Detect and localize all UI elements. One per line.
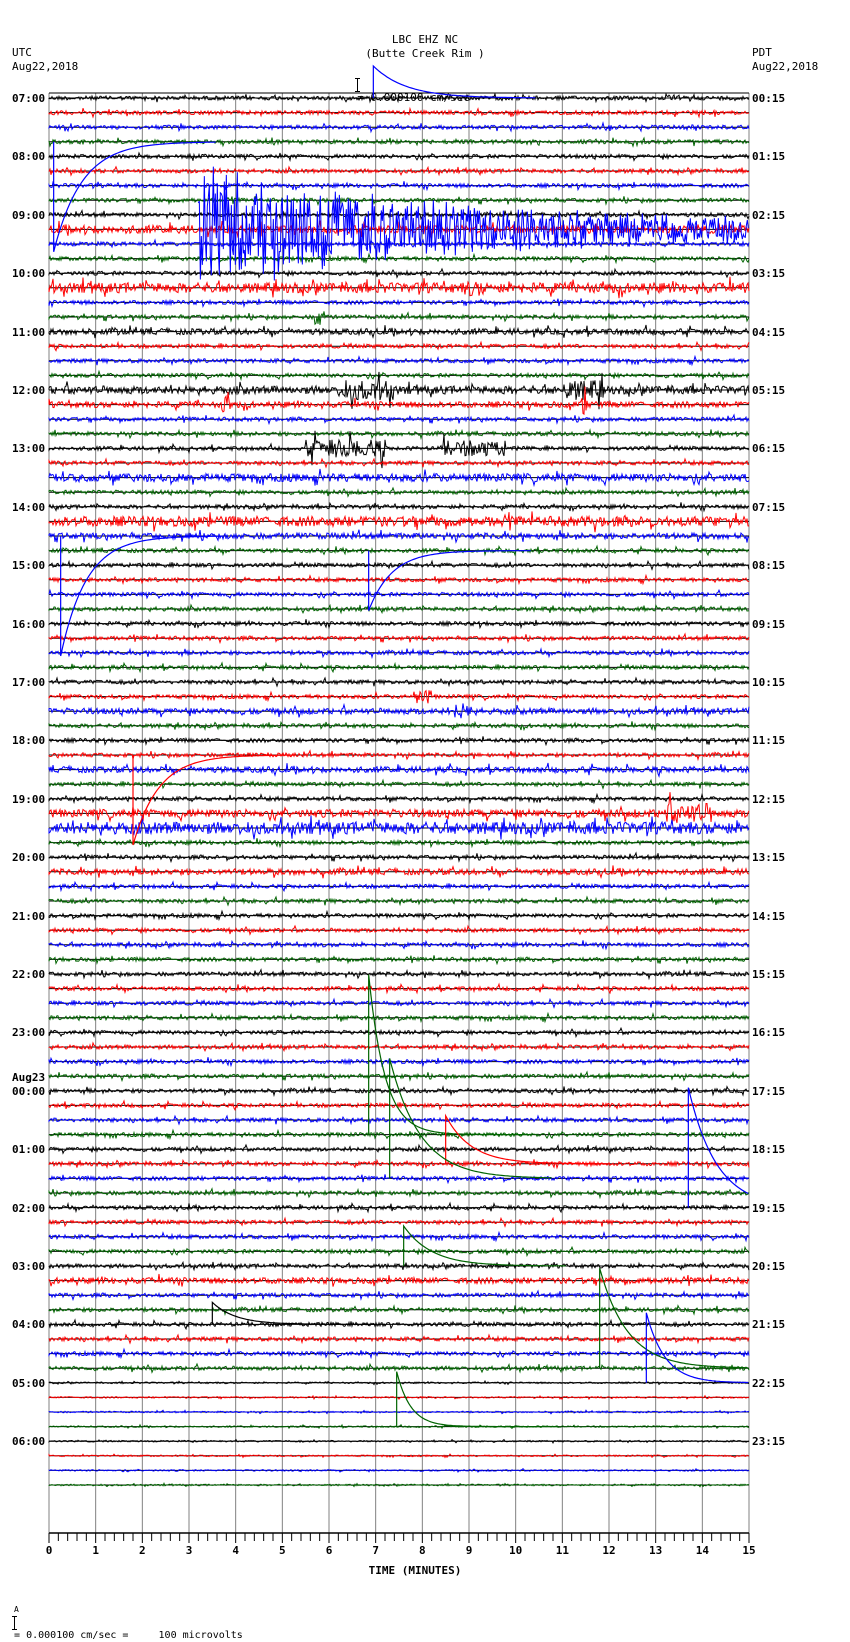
utc-hour-label: 23:00 bbox=[12, 1026, 46, 1040]
pdt-hour-label: 06:15 bbox=[752, 442, 786, 456]
transient-signal bbox=[446, 1116, 608, 1164]
pdt-hour-label: 04:15 bbox=[752, 325, 786, 339]
transient-signal bbox=[397, 1372, 559, 1427]
right-date: Aug22,2018 bbox=[752, 60, 819, 73]
transient-signal bbox=[369, 975, 531, 1135]
utc-hour-label: 13:00 bbox=[12, 442, 46, 456]
utc-hour-label: 04:00 bbox=[12, 1318, 46, 1332]
seismic-traces bbox=[49, 66, 749, 1487]
trace-row bbox=[49, 1483, 749, 1486]
trace-row bbox=[49, 792, 749, 823]
x-axis bbox=[49, 1533, 749, 1543]
footer-scale-text: = 0.000100 cm/sec = 100 microvolts bbox=[14, 1630, 243, 1641]
x-tick-label: 8 bbox=[419, 1544, 426, 1557]
trace-row bbox=[49, 853, 749, 862]
scale-legend-text: = 0.000100 cm/sec bbox=[357, 91, 470, 104]
utc-date-label: Aug23 bbox=[12, 1070, 46, 1084]
pdt-hour-label: 15:15 bbox=[752, 968, 786, 981]
trace-row bbox=[49, 254, 749, 262]
x-tick-label: 6 bbox=[325, 1544, 333, 1557]
x-tick-label: 15 bbox=[742, 1544, 756, 1557]
utc-hour-label: 07:00 bbox=[12, 92, 46, 105]
pdt-hour-label: 16:15 bbox=[752, 1026, 786, 1040]
x-tick-label: 11 bbox=[555, 1544, 569, 1557]
x-tick-label: 7 bbox=[372, 1544, 379, 1557]
x-tick-label: 0 bbox=[45, 1544, 53, 1557]
utc-hour-label: 02:00 bbox=[12, 1201, 46, 1215]
pdt-hour-label: 00:15 bbox=[752, 92, 786, 105]
trace-row bbox=[49, 1349, 749, 1357]
trace-row bbox=[49, 311, 749, 324]
pdt-hour-label: 21:15 bbox=[752, 1318, 786, 1332]
trace-row bbox=[49, 999, 749, 1007]
utc-hour-label: 11:00 bbox=[12, 325, 46, 339]
x-tick-label: 9 bbox=[465, 1544, 473, 1557]
x-tick-label: 13 bbox=[649, 1544, 663, 1557]
pdt-hour-label: 02:15 bbox=[752, 208, 786, 222]
pdt-hour-label: 18:15 bbox=[752, 1143, 786, 1157]
pdt-hour-label: 19:15 bbox=[752, 1201, 786, 1215]
utc-hour-label: 01:00 bbox=[12, 1143, 46, 1157]
utc-hour-label: 06:00 bbox=[12, 1435, 46, 1449]
trace-row bbox=[49, 763, 749, 776]
trace-row bbox=[49, 196, 749, 204]
utc-hour-label: 03:00 bbox=[12, 1260, 46, 1273]
utc-hour-label: 08:00 bbox=[12, 150, 46, 164]
pdt-hour-label: 22:15 bbox=[752, 1376, 786, 1390]
pdt-hour-label: 01:15 bbox=[752, 150, 786, 164]
x-tick-label: 5 bbox=[279, 1544, 286, 1557]
trace-row bbox=[49, 897, 749, 905]
utc-hour-label: 22:00 bbox=[12, 968, 46, 981]
utc-hour-label: 05:00 bbox=[12, 1376, 46, 1390]
x-tick-label: 3 bbox=[185, 1544, 193, 1557]
trace-row bbox=[49, 1410, 749, 1413]
x-tick-label: 14 bbox=[695, 1544, 709, 1557]
pdt-hour-label: 07:15 bbox=[752, 500, 786, 514]
utc-hour-label: 15:00 bbox=[12, 559, 46, 573]
utc-hour-label: 10:00 bbox=[12, 267, 46, 281]
station-location: (Butte Creek Rim ) bbox=[365, 47, 485, 60]
pdt-hour-label: 23:15 bbox=[752, 1435, 786, 1449]
left-timezone: UTC bbox=[12, 46, 32, 59]
pdt-hour-label: 12:15 bbox=[752, 792, 786, 806]
utc-hour-label: 21:00 bbox=[12, 909, 46, 923]
footer-scale-bar-icon bbox=[14, 1616, 20, 1630]
utc-hour-label: 16:00 bbox=[12, 617, 46, 631]
x-tick-label: 1 bbox=[92, 1544, 99, 1557]
pdt-hour-label: 20:15 bbox=[752, 1260, 786, 1273]
pdt-hour-label: 10:15 bbox=[752, 676, 786, 689]
pdt-hour-label: 14:15 bbox=[752, 909, 786, 923]
pdt-hour-label: 13:15 bbox=[752, 851, 786, 865]
utc-hour-label: 18:00 bbox=[12, 734, 46, 748]
transient-signal bbox=[404, 1226, 566, 1266]
utc-hour-label: 19:00 bbox=[12, 792, 46, 806]
pdt-hour-label: 09:15 bbox=[752, 617, 786, 631]
utc-hour-label: 09:00 bbox=[12, 208, 46, 222]
utc-hour-label: 12:00 bbox=[12, 384, 46, 397]
pdt-hour-label: 17:15 bbox=[752, 1084, 786, 1098]
utc-hour-label: 14:00 bbox=[12, 500, 46, 514]
right-timezone: PDT bbox=[752, 46, 772, 59]
pdt-hour-label: 05:15 bbox=[752, 384, 786, 397]
footer-scale bbox=[2, 1592, 243, 1642]
x-axis-title: TIME (MINUTES) bbox=[368, 1564, 462, 1577]
footer-prefix: A bbox=[14, 1605, 19, 1614]
x-tick-label: 4 bbox=[232, 1544, 239, 1557]
trace-row bbox=[49, 1291, 749, 1300]
station-title: LBC EHZ NC bbox=[391, 33, 459, 46]
x-tick-label: 12 bbox=[602, 1544, 616, 1557]
utc-hour-label: 00:00 bbox=[12, 1084, 46, 1098]
x-tick-label: 2 bbox=[139, 1544, 146, 1557]
trace-row bbox=[49, 1218, 749, 1226]
transient-signal bbox=[212, 1302, 374, 1324]
pdt-hour-label: 11:15 bbox=[752, 734, 786, 748]
utc-hour-label: 17:00 bbox=[12, 676, 46, 689]
utc-hour-label: 20:00 bbox=[12, 851, 46, 865]
pdt-hour-label: 08:15 bbox=[752, 559, 786, 573]
left-date: Aug22,2018 bbox=[12, 60, 79, 73]
trace-row bbox=[49, 1469, 749, 1472]
x-tick-label: 10 bbox=[509, 1544, 523, 1557]
pdt-hour-label: 03:15 bbox=[752, 267, 786, 281]
